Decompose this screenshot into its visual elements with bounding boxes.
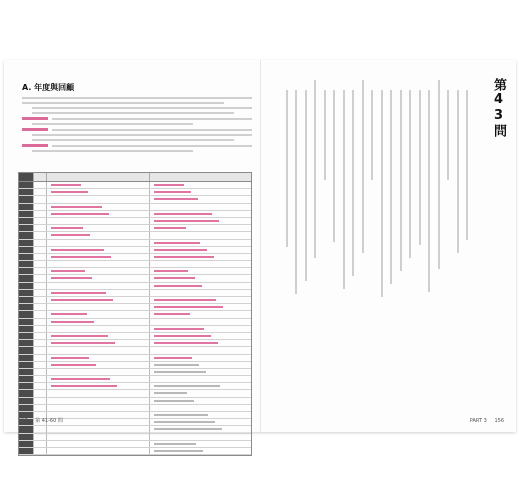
table-cell	[149, 390, 252, 396]
text-line	[52, 118, 252, 120]
table-cell	[33, 261, 46, 267]
table-cell	[19, 448, 33, 454]
table-cell	[19, 326, 33, 332]
table-row	[19, 196, 251, 203]
header-cell	[149, 173, 252, 181]
table-row	[19, 340, 251, 347]
vertical-text-line	[324, 90, 326, 180]
table-row	[19, 390, 251, 397]
cell-text-mark	[51, 313, 87, 315]
cell-text-mark	[154, 306, 223, 308]
labeled-line	[22, 128, 252, 131]
cell-text-mark	[51, 378, 110, 380]
table-cell	[46, 390, 149, 396]
table-cell	[19, 355, 33, 361]
vertical-text-line	[400, 90, 402, 271]
cell-text-mark	[154, 428, 222, 430]
table-cell	[46, 196, 149, 202]
table-cell	[33, 383, 46, 389]
table-cell	[33, 376, 46, 382]
vertical-text-line	[457, 90, 459, 253]
table-cell	[19, 218, 33, 224]
table-cell	[33, 196, 46, 202]
table-cell	[33, 319, 46, 325]
cell-text-mark	[154, 227, 186, 229]
cell-text-mark	[154, 357, 192, 359]
table-cell	[33, 283, 46, 289]
table-row	[19, 398, 251, 405]
table-cell	[149, 398, 252, 404]
table-cell	[33, 254, 46, 260]
table-cell	[149, 441, 252, 447]
table-cell	[33, 304, 46, 310]
table-cell	[19, 426, 33, 432]
cell-text-mark	[154, 270, 188, 272]
table-cell	[19, 268, 33, 274]
table-row	[19, 261, 251, 268]
table-cell	[33, 362, 46, 368]
table-cell	[149, 225, 252, 231]
table-cell	[149, 448, 252, 454]
table-cell	[149, 268, 252, 274]
running-head: 第 41-60 問	[35, 418, 63, 424]
cell-text-mark	[154, 371, 206, 373]
table-cell	[33, 390, 46, 396]
vertical-text-line	[419, 90, 421, 245]
table-cell	[33, 297, 46, 303]
table-cell	[19, 304, 33, 310]
cell-text-mark	[154, 220, 219, 222]
table-cell	[149, 218, 252, 224]
table-cell	[19, 340, 33, 346]
cell-text-mark	[51, 335, 108, 337]
table-row	[19, 268, 251, 275]
cell-text-mark	[51, 357, 89, 359]
text-line	[52, 129, 252, 131]
table-cell	[46, 304, 149, 310]
table-cell	[19, 333, 33, 339]
cell-text-mark	[154, 299, 216, 301]
table-row	[19, 333, 251, 340]
highlight-label	[22, 117, 48, 120]
cell-text-mark	[51, 184, 81, 186]
text-line	[32, 107, 252, 109]
table-row	[19, 204, 251, 211]
table-cell	[46, 225, 149, 231]
cell-text-mark	[154, 421, 215, 423]
table-cell	[19, 261, 33, 267]
cell-text-mark	[51, 277, 92, 279]
table-cell	[33, 311, 46, 317]
text-line	[32, 123, 193, 125]
table-cell	[19, 297, 33, 303]
cell-text-mark	[154, 249, 207, 251]
table-cell	[19, 232, 33, 238]
text-line	[22, 97, 252, 99]
vertical-text-line	[381, 90, 383, 297]
table-row	[19, 254, 251, 261]
cell-text-mark	[154, 400, 194, 402]
cell-text-mark	[51, 299, 113, 301]
page-number: 156	[494, 418, 504, 424]
highlight-label	[22, 128, 48, 131]
table-cell	[33, 441, 46, 447]
table-cell	[19, 347, 33, 353]
table-cell	[33, 426, 46, 432]
table-cell	[33, 326, 46, 332]
vertical-text-line	[390, 90, 392, 284]
cell-text-mark	[51, 364, 96, 366]
table-cell	[149, 240, 252, 246]
table-cell	[149, 434, 252, 440]
table-cell	[149, 376, 252, 382]
cell-text-mark	[154, 191, 191, 193]
table-cell	[149, 232, 252, 238]
header-cell	[19, 173, 33, 181]
table-cell	[46, 340, 149, 346]
table-cell	[33, 204, 46, 210]
table-cell	[149, 290, 252, 296]
table-cell	[149, 405, 252, 411]
table-cell	[19, 204, 33, 210]
text-line	[52, 145, 252, 147]
table-row	[19, 283, 251, 290]
table-row	[19, 319, 251, 326]
question-title: 第43問	[491, 78, 506, 138]
table-cell	[19, 240, 33, 246]
table-cell	[149, 189, 252, 195]
table-cell	[46, 355, 149, 361]
table-cell	[19, 182, 33, 188]
cell-text-mark	[51, 270, 85, 272]
table-cell	[149, 247, 252, 253]
table-cell	[19, 390, 33, 396]
cell-text-mark	[154, 213, 212, 215]
vertical-text-line	[466, 90, 468, 240]
table-cell	[19, 369, 33, 375]
header-cell	[46, 173, 149, 181]
table-row	[19, 441, 251, 448]
text-line	[32, 112, 234, 114]
text-line	[32, 139, 234, 141]
table-cell	[149, 412, 252, 418]
table-cell	[46, 326, 149, 332]
table-cell	[19, 319, 33, 325]
table-cell	[33, 355, 46, 361]
table-cell	[46, 448, 149, 454]
table-cell	[33, 211, 46, 217]
table-cell	[19, 189, 33, 195]
cell-text-mark	[51, 321, 94, 323]
table-cell	[149, 275, 252, 281]
vertical-text-line	[447, 90, 449, 180]
table-cell	[46, 275, 149, 281]
cell-text-mark	[154, 414, 208, 416]
vertical-text-line	[428, 90, 430, 292]
cell-text-mark	[154, 198, 198, 200]
table-cell	[149, 304, 252, 310]
table-cell	[46, 261, 149, 267]
table-row	[19, 304, 251, 311]
table-cell	[149, 196, 252, 202]
table-cell	[19, 362, 33, 368]
table-cell	[33, 347, 46, 353]
cell-text-mark	[51, 292, 106, 294]
table-cell	[46, 376, 149, 382]
table-cell	[33, 369, 46, 375]
table-cell	[33, 247, 46, 253]
table-cell	[33, 398, 46, 404]
vertical-text-line	[333, 90, 335, 242]
table-cell	[19, 441, 33, 447]
running-head: PART 3	[469, 418, 487, 424]
table-cell	[46, 434, 149, 440]
table-cell	[46, 347, 149, 353]
table-cell	[149, 204, 252, 210]
left-folio	[18, 417, 63, 424]
vertical-text-line	[305, 90, 307, 281]
table-cell	[46, 319, 149, 325]
table-cell	[33, 275, 46, 281]
table-cell	[46, 254, 149, 260]
table-cell	[46, 405, 149, 411]
left-page-body	[22, 82, 252, 155]
table-cell	[149, 319, 252, 325]
table-cell	[46, 283, 149, 289]
table-cell	[19, 434, 33, 440]
table-row	[19, 326, 251, 333]
table-cell	[19, 254, 33, 260]
table-cell	[33, 240, 46, 246]
table-cell	[149, 340, 252, 346]
table-row	[19, 297, 251, 304]
cell-text-mark	[51, 206, 102, 208]
table-cell	[33, 448, 46, 454]
section-heading: A. 年度與回顧	[22, 83, 75, 92]
table-row	[19, 218, 251, 225]
right-folio	[470, 418, 504, 424]
cell-text-mark	[51, 234, 90, 236]
book-spread	[4, 60, 516, 432]
table-cell	[46, 426, 149, 432]
table-cell	[46, 240, 149, 246]
cell-text-mark	[154, 328, 204, 330]
table-cell	[33, 218, 46, 224]
cell-text-mark	[51, 342, 115, 344]
cell-text-mark	[51, 227, 83, 229]
table-cell	[149, 347, 252, 353]
table-row	[19, 211, 251, 218]
table-row	[19, 240, 251, 247]
table-cell	[149, 362, 252, 368]
table-cell	[19, 211, 33, 217]
cell-text-mark	[154, 443, 196, 445]
table-cell	[46, 369, 149, 375]
cell-text-mark	[154, 256, 214, 258]
table-cell	[46, 189, 149, 195]
vertical-text-line	[438, 80, 440, 269]
table-row	[19, 376, 251, 383]
cell-text-mark	[154, 285, 202, 287]
vertical-text-line	[295, 90, 297, 294]
vertical-text-line	[362, 80, 364, 253]
cell-text-mark	[154, 385, 220, 387]
table-cell	[46, 218, 149, 224]
right-page-body	[268, 60, 516, 432]
cell-text-mark	[154, 364, 199, 366]
table-row	[19, 247, 251, 254]
table-cell	[33, 290, 46, 296]
table-row	[19, 383, 251, 390]
table-cell	[19, 283, 33, 289]
table-cell	[19, 383, 33, 389]
table-cell	[33, 340, 46, 346]
table-cell	[33, 333, 46, 339]
table-cell	[46, 204, 149, 210]
table-row	[19, 434, 251, 441]
table-cell	[33, 405, 46, 411]
cell-text-mark	[154, 277, 195, 279]
table-cell	[149, 297, 252, 303]
cell-text-mark	[154, 313, 190, 315]
table-row	[19, 232, 251, 239]
cell-text-mark	[51, 213, 109, 215]
table-cell	[33, 182, 46, 188]
table-cell	[46, 383, 149, 389]
table-cell	[46, 268, 149, 274]
vertical-text-line	[409, 90, 411, 258]
page-number: 157	[18, 418, 28, 424]
table-cell	[149, 426, 252, 432]
table-cell	[19, 290, 33, 296]
table-cell	[149, 182, 252, 188]
table-row	[19, 311, 251, 318]
cell-text-mark	[154, 392, 187, 394]
cell-text-mark	[51, 191, 88, 193]
table-row	[19, 426, 251, 433]
table-row	[19, 405, 251, 412]
table-cell	[46, 290, 149, 296]
table-cell	[19, 398, 33, 404]
table-cell	[46, 398, 149, 404]
table-cell	[149, 311, 252, 317]
cell-text-mark	[154, 335, 211, 337]
cell-text-mark	[154, 184, 184, 186]
table-cell	[149, 261, 252, 267]
table-row	[19, 189, 251, 196]
table-cell	[149, 333, 252, 339]
table-cell	[149, 211, 252, 217]
labeled-line	[22, 117, 252, 120]
cell-text-mark	[154, 450, 203, 452]
schedule-table	[18, 172, 252, 456]
cell-text-mark	[51, 256, 111, 258]
table-row	[19, 355, 251, 362]
vertical-text-line	[371, 90, 373, 180]
table-cell	[149, 326, 252, 332]
table-cell	[149, 254, 252, 260]
text-line	[32, 134, 252, 136]
cell-text-mark	[154, 242, 200, 244]
table-cell	[46, 362, 149, 368]
table-cell	[19, 405, 33, 411]
table-cell	[19, 247, 33, 253]
table-row	[19, 369, 251, 376]
table-cell	[46, 182, 149, 188]
table-cell	[149, 419, 252, 425]
table-row	[19, 225, 251, 232]
table-row	[19, 275, 251, 282]
table-cell	[46, 441, 149, 447]
text-line	[22, 102, 224, 104]
table-row	[19, 290, 251, 297]
table-cell	[149, 369, 252, 375]
table-cell	[46, 333, 149, 339]
table-cell	[46, 232, 149, 238]
vertical-text-line	[352, 90, 354, 276]
labeled-line	[22, 144, 252, 147]
table-row	[19, 448, 251, 455]
table-cell	[33, 225, 46, 231]
cell-text-mark	[51, 249, 104, 251]
table-cell	[46, 211, 149, 217]
text-line	[32, 150, 193, 152]
table-cell	[149, 383, 252, 389]
table-cell	[33, 232, 46, 238]
header-cell	[33, 173, 46, 181]
table-cell	[19, 376, 33, 382]
page-gutter	[260, 60, 261, 432]
table-cell	[33, 268, 46, 274]
vertical-text-line	[314, 80, 316, 258]
table-cell	[46, 247, 149, 253]
table-row	[19, 182, 251, 189]
highlight-label	[22, 144, 48, 147]
table-cell	[19, 311, 33, 317]
table-cell	[149, 283, 252, 289]
table-cell	[19, 275, 33, 281]
vertical-text-line	[286, 90, 288, 247]
table-cell	[33, 434, 46, 440]
table-cell	[33, 189, 46, 195]
cell-text-mark	[51, 385, 117, 387]
table-cell	[46, 297, 149, 303]
vertical-text-line	[343, 90, 345, 289]
table-cell	[19, 225, 33, 231]
table-cell	[149, 355, 252, 361]
table-cell	[19, 196, 33, 202]
table-row	[19, 347, 251, 354]
table-cell	[46, 311, 149, 317]
table-header	[19, 173, 251, 182]
cell-text-mark	[154, 342, 218, 344]
table-row	[19, 362, 251, 369]
